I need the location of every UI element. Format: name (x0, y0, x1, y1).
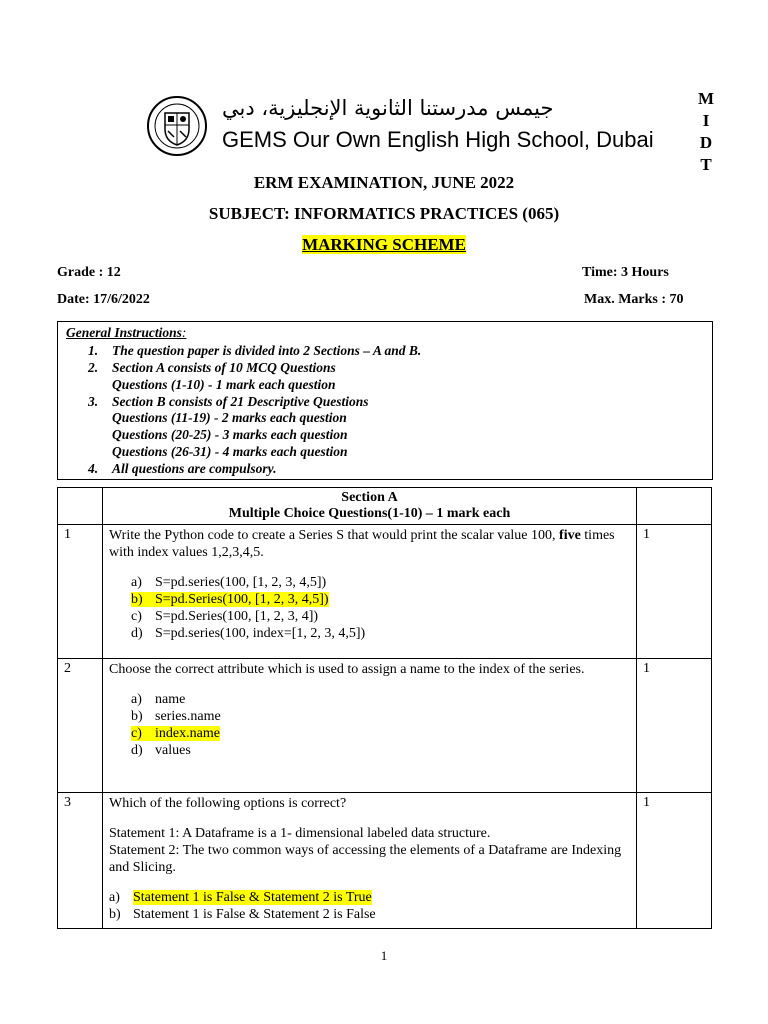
general-instructions-box (57, 321, 713, 480)
question-body (103, 659, 637, 793)
exam-title: ERM EXAMINATION, JUNE 2022 (253, 173, 515, 192)
statement-1: Statement 1: A Dataframe is a 1- dimensional labeled data structure. (109, 826, 491, 841)
question-row (58, 659, 712, 793)
question-row (58, 793, 712, 929)
option-correct: b) S=pd.Series(100, [1, 2, 3, 4,5]) (131, 592, 329, 607)
question-body (103, 793, 637, 929)
question-number: 1 (58, 525, 103, 659)
question-text: Choose the correct attribute which is used to assign a name to the index of the series. (109, 662, 585, 677)
instructions-title: General Instructions: (66, 325, 187, 340)
grade-label: Grade : 12 (57, 265, 121, 280)
date-label: Date: 17/6/2022 (57, 292, 150, 307)
time-label: Time: 3 Hours (582, 265, 669, 280)
option-correct: a) Statement 1 is False & Statement 2 is True (109, 890, 372, 905)
section-header-row (58, 488, 712, 525)
option: d) S=pd.series(100, index=[1, 2, 3, 4,5]) (131, 626, 366, 641)
side-letter: M (697, 89, 715, 108)
instruction-item: Questions (26-31) - 4 marks each question (112, 444, 348, 459)
side-letter: I (702, 111, 710, 130)
question-number: 2 (58, 659, 103, 793)
max-marks-label: Max. Marks : 70 (584, 292, 684, 307)
exam-subject: SUBJECT: INFORMATICS PRACTICES (065) (208, 204, 560, 223)
questions-table (57, 487, 712, 929)
section-title: Section A (341, 490, 398, 505)
option: c) S=pd.Series(100, [1, 2, 3, 4]) (131, 609, 319, 624)
question-marks: 1 (637, 793, 712, 929)
side-letter: D (699, 133, 713, 152)
instruction-item: 1. The question paper is divided into 2 Sections – A and B. (88, 343, 422, 358)
option: a) name (131, 692, 186, 707)
option: d) values (131, 743, 191, 758)
marking-scheme-heading: MARKING SCHEME (302, 235, 466, 254)
instruction-item: Questions (1-10) - 1 mark each question (112, 377, 336, 392)
statement-2: Statement 2: The two common ways of accessing the elements of a Dataframe are Indexing and Slicing. (109, 843, 622, 875)
question-text: Which of the following options is correct? (109, 796, 347, 811)
question-text: Write the Python code to create a Series S that would print the scalar value 100, five times with index values 1,2,3,4,5. (109, 528, 615, 560)
option: a) S=pd.series(100, [1, 2, 3, 4,5]) (131, 575, 327, 590)
instruction-item: 3. Section B consists of 21 Descriptive Questions (88, 394, 369, 409)
question-row (58, 525, 712, 659)
school-name-arabic: جيمس مدرستنا الثانوية الإنجليزية، دبي (222, 96, 554, 120)
option-correct: c) index.name (131, 726, 220, 741)
option: b) series.name (131, 709, 221, 724)
question-number: 3 (58, 793, 103, 929)
question-body (103, 525, 637, 659)
instruction-item: Questions (11-19) - 2 marks each question (112, 410, 347, 425)
section-subtitle: Multiple Choice Questions(1-10) – 1 mark each (228, 506, 511, 521)
school-name-english: GEMS Our Own English High School, Dubai (222, 127, 654, 152)
school-crest-logo (146, 95, 208, 157)
instruction-item: 4. All questions are compulsory. (88, 461, 277, 476)
question-marks: 1 (637, 659, 712, 793)
page-number: 1 (380, 948, 388, 963)
side-label (696, 88, 716, 176)
option: b) Statement 1 is False & Statement 2 is False (109, 907, 376, 922)
side-letter: T (700, 155, 712, 174)
instruction-item: 2. Section A consists of 10 MCQ Questions (88, 360, 336, 375)
question-marks: 1 (637, 525, 712, 659)
instruction-item: Questions (20-25) - 3 marks each question (112, 427, 348, 442)
